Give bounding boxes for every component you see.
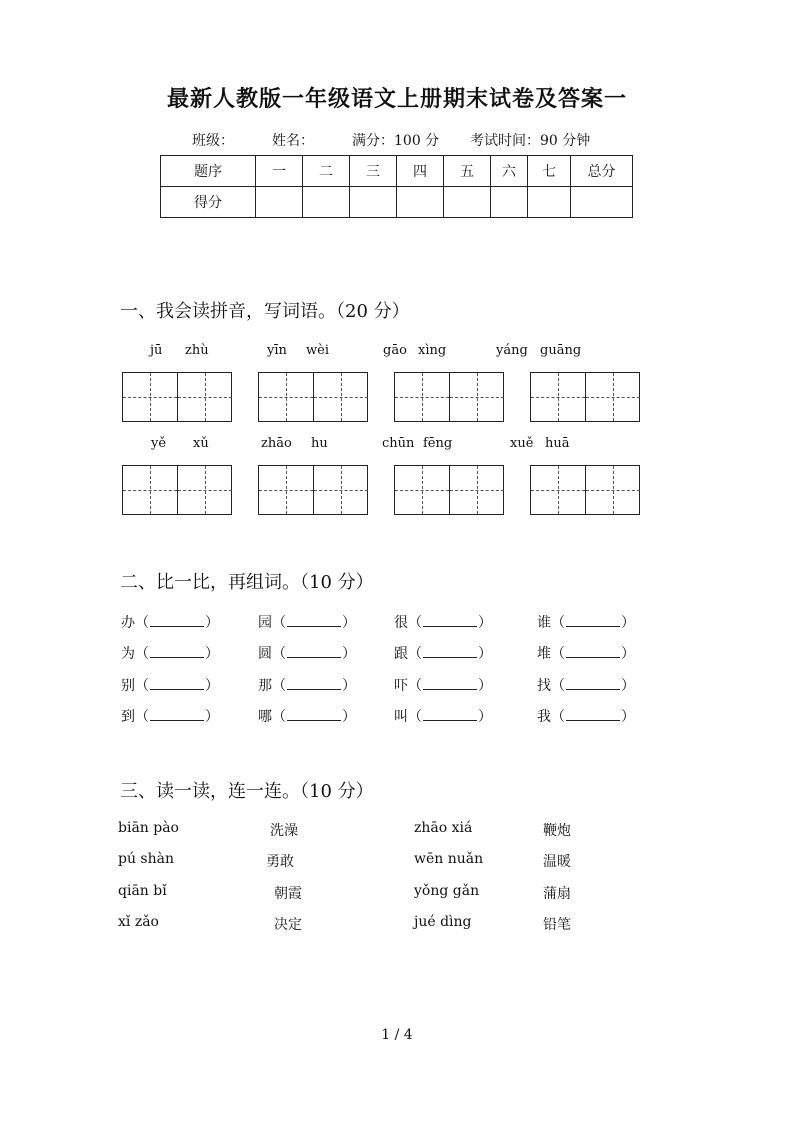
pinyin: zhāo (261, 436, 292, 451)
page-number: 1 / 4 (381, 1027, 413, 1043)
writing-grid[interactable] (394, 465, 504, 515)
word-item (121, 643, 219, 663)
match-word-left[interactable]: 决定 (274, 917, 302, 933)
character: 叫 (394, 709, 408, 725)
character: 别 (121, 678, 135, 694)
word-item (121, 706, 219, 726)
answer-blank[interactable] (287, 677, 341, 690)
character: 跟 (394, 646, 408, 662)
score-cell[interactable] (256, 187, 303, 218)
word-item (258, 706, 356, 726)
score-cell[interactable] (571, 187, 633, 218)
header-cell: 七 (528, 156, 571, 187)
answer-blank[interactable] (566, 677, 620, 690)
close-paren: ） (205, 709, 219, 725)
writing-grid[interactable] (122, 465, 232, 515)
answer-blank[interactable] (423, 708, 477, 721)
header-cell: 题序 (161, 156, 256, 187)
answer-blank[interactable] (423, 677, 477, 690)
close-paren: ） (205, 615, 219, 631)
character: 园 (258, 615, 272, 631)
word-item (394, 675, 492, 695)
answer-blank[interactable] (287, 614, 341, 627)
open-paren: （ (408, 615, 422, 631)
pinyin: fēng (423, 436, 453, 451)
header-cell: 六 (491, 156, 528, 187)
pinyin: wèi (306, 343, 329, 358)
match-pinyin-right[interactable]: jué dìng (414, 914, 472, 930)
answer-blank[interactable] (423, 645, 477, 658)
answer-blank[interactable] (423, 614, 477, 627)
word-item (537, 706, 635, 726)
character: 到 (121, 709, 135, 725)
close-paren: ） (621, 709, 635, 725)
section2-heading: 二、比一比，再组词。（10 分） (120, 572, 374, 593)
answer-blank[interactable] (287, 708, 341, 721)
character: 圆 (258, 646, 272, 662)
word-item (258, 675, 356, 695)
close-paren: ） (342, 615, 356, 631)
class-label: 班级： (192, 133, 234, 149)
score-cell[interactable] (303, 187, 350, 218)
writing-grid[interactable] (530, 372, 640, 422)
match-word-right[interactable]: 铅笔 (543, 917, 571, 933)
close-paren: ） (478, 678, 492, 694)
match-word-right[interactable]: 鞭炮 (543, 823, 571, 839)
word-item (394, 612, 492, 632)
answer-blank[interactable] (150, 677, 204, 690)
score-cell[interactable] (491, 187, 528, 218)
answer-blank[interactable] (150, 614, 204, 627)
page-title: 最新人教版一年级语文上册期末试卷及答案一 (166, 86, 627, 112)
character: 为 (121, 646, 135, 662)
match-pinyin-right[interactable]: wēn nuǎn (414, 851, 484, 867)
header-cell: 五 (444, 156, 491, 187)
pinyin: xìng (418, 343, 447, 358)
header-cell: 二 (303, 156, 350, 187)
close-paren: ） (621, 646, 635, 662)
pinyin: zhù (185, 343, 209, 358)
character: 很 (394, 615, 408, 631)
score-cell[interactable] (444, 187, 491, 218)
match-word-left[interactable]: 勇敢 (266, 854, 294, 870)
word-item (121, 675, 219, 695)
open-paren: （ (551, 678, 565, 694)
open-paren: （ (272, 646, 286, 662)
score-cell[interactable] (528, 187, 571, 218)
match-pinyin-left[interactable]: pú shàn (118, 851, 174, 867)
word-item (537, 612, 635, 632)
close-paren: ） (478, 646, 492, 662)
open-paren: （ (408, 709, 422, 725)
character: 那 (258, 678, 272, 694)
header-cell: 一 (256, 156, 303, 187)
section3-heading: 三、读一读，连一连。（10 分） (120, 781, 374, 802)
score-cell[interactable] (350, 187, 397, 218)
word-item (537, 675, 635, 695)
word-item (258, 612, 356, 632)
open-paren: （ (272, 615, 286, 631)
close-paren: ） (621, 615, 635, 631)
character: 谁 (537, 615, 551, 631)
character: 哪 (258, 709, 272, 725)
close-paren: ） (621, 678, 635, 694)
writing-grid[interactable] (258, 465, 368, 515)
pinyin: gāo (383, 343, 407, 358)
answer-blank[interactable] (150, 645, 204, 658)
pinyin: guāng (540, 343, 582, 358)
word-item (537, 643, 635, 663)
answer-blank[interactable] (566, 708, 620, 721)
header-cell: 四 (397, 156, 444, 187)
match-pinyin-left[interactable]: qiān bǐ (118, 883, 167, 899)
pinyin: yīn (267, 343, 287, 358)
pinyin: yě (151, 436, 167, 451)
score-table-score-row (161, 187, 633, 218)
score-cell[interactable] (397, 187, 444, 218)
open-paren: （ (408, 646, 422, 662)
match-pinyin-right[interactable]: yǒng gǎn (414, 883, 480, 899)
answer-blank[interactable] (566, 614, 620, 627)
answer-blank[interactable] (287, 645, 341, 658)
match-pinyin-left[interactable]: xǐ zǎo (118, 914, 159, 930)
match-word-right[interactable]: 蒲扇 (543, 886, 571, 902)
match-pinyin-right[interactable]: zhāo xiá (414, 820, 473, 836)
pinyin: chūn (382, 436, 415, 451)
close-paren: ） (342, 678, 356, 694)
open-paren: （ (135, 709, 149, 725)
writing-grid[interactable] (394, 372, 504, 422)
open-paren: （ (272, 678, 286, 694)
open-paren: （ (135, 678, 149, 694)
writing-grid[interactable] (258, 372, 368, 422)
word-item (258, 643, 356, 663)
full-score: 满分：100 分 (352, 133, 440, 149)
open-paren: （ (272, 709, 286, 725)
close-paren: ） (478, 615, 492, 631)
score-table-header-row (161, 156, 633, 187)
match-pinyin-left[interactable]: biān pào (118, 820, 179, 836)
header-cell: 三 (350, 156, 397, 187)
writing-grid[interactable] (530, 465, 640, 515)
character: 吓 (394, 678, 408, 694)
answer-blank[interactable] (566, 645, 620, 658)
character: 堆 (537, 646, 551, 662)
character: 办 (121, 615, 135, 631)
close-paren: ） (205, 646, 219, 662)
close-paren: ） (342, 709, 356, 725)
score-table (160, 155, 633, 218)
open-paren: （ (135, 615, 149, 631)
pinyin: xuě (510, 436, 534, 451)
word-item (121, 612, 219, 632)
match-word-left[interactable]: 朝霞 (274, 886, 302, 902)
exam-time: 考试时间：90 分钟 (470, 133, 591, 149)
row-label: 得分 (161, 187, 256, 218)
open-paren: （ (135, 646, 149, 662)
pinyin: hu (311, 436, 328, 451)
word-item (394, 643, 492, 663)
open-paren: （ (551, 709, 565, 725)
pinyin: xǔ (193, 436, 209, 451)
name-label: 姓名： (272, 133, 314, 149)
answer-blank[interactable] (150, 708, 204, 721)
header-cell: 总分 (571, 156, 633, 187)
close-paren: ） (478, 709, 492, 725)
match-word-right[interactable]: 温暖 (543, 854, 571, 870)
pinyin: huā (545, 436, 570, 451)
open-paren: （ (551, 646, 565, 662)
pinyin: yáng (496, 343, 528, 358)
section1-heading: 一、我会读拼音，写词语。（20 分） (120, 301, 410, 322)
match-word-left[interactable]: 洗澡 (270, 823, 298, 839)
word-item (394, 706, 492, 726)
character: 找 (537, 678, 551, 694)
character: 我 (537, 709, 551, 725)
close-paren: ） (342, 646, 356, 662)
writing-grid[interactable] (122, 372, 232, 422)
close-paren: ） (205, 678, 219, 694)
open-paren: （ (408, 678, 422, 694)
pinyin: jū (150, 343, 163, 358)
open-paren: （ (551, 615, 565, 631)
